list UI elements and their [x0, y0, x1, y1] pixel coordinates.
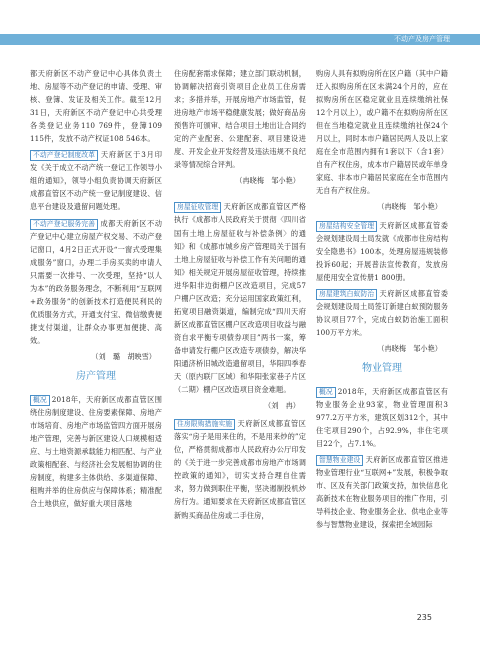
section-title: 物业管理 — [362, 362, 402, 374]
paragraph-text: 2018年，天府新区成都直管区围绕住房制度建设、住房要素保障、房地产市场培育、房地产市场监管四方面开展房地产管理，完善与新区建设人口规模相适应、与土地资源承载能力相匹配、与产业政策相配套、与经济社会发展相协调的住房制度，构建多主体供给、多渠道保障、租购并举的住房供应与保障体系；精准配合土地供应，做好重大项目落地 — [30, 395, 162, 509]
paragraph — [174, 417, 306, 521]
author-signature: （冉晓梅 邹小艳） — [377, 343, 442, 353]
column-3 — [316, 67, 448, 535]
paragraph — [316, 287, 448, 339]
paragraph: 住房配套需求保障；建立部门联动机制，协调解决招商引资项目企业员工住房需求；多措并举，开展房地产市场监管，促进房地产市场平稳健康发展；做好商品房预售许可颁审、结合项目土地出让合同约定的产业配套、公建配套、项目建设进度、开发企业开发经营及违法违规不良纪录等情况综合评判。 — [174, 69, 306, 170]
paragraph — [30, 393, 162, 510]
author-signature: （刘 冉） — [264, 401, 300, 411]
author-signature: （冉晓梅 邹小艳） — [235, 176, 300, 186]
paragraph-text: 天府新区成都直管区严格执行《成都市人民政府关于贯彻〈四川省国有土地上房屋征收与补偿条例〉的通知》和《成都市城乡房产管理局关于国有土地上房屋征收与补偿工作有关问题的通知》相关规定开展房屋征收管理，持续推进华阳非边街棚户区改造项目，完成57户棚户区改造；充分运用国家政策红利，拓宽项目融资渠道，编制完成“四川天府新区成都直管区棚户区改造项目收益与融资自求平衡专项债券项目”两书一案，筹备申请发行棚户区改造专项债券，解决华阳通济桥旧城改造遗留项目，华阳四季春天（原内联厂区域）和华阳张家巷子片区（二期）棚户区改造项目资金难题。 — [174, 202, 306, 395]
paragraph-text: 天府新区成都直管委会规划建设局土局发就《成都市住房结构安全隐患书》100本，处理房屋违规装修投诉60起；开展普法宣传教育，发放房屋使用安全宣传册1 800册。 — [316, 220, 448, 282]
column-2 — [174, 67, 306, 525]
paragraph-text: 2018年，天府新区成都直管区有物业服务企业93家，物业管理面积3 977.2万平方米，建筑区划312个，其中住宅项目290个，占92.9%，非住宅项目22个，占7.1%。 — [316, 386, 448, 449]
topic-tag: 房屋结构安全管理 — [316, 221, 377, 232]
paragraph — [316, 219, 448, 284]
paragraph — [30, 217, 162, 347]
header-title: 不动产及房产管理 — [394, 35, 450, 43]
column-1 — [30, 67, 162, 513]
topic-tag: 不动产登记服务完善 — [30, 219, 98, 230]
paragraph — [174, 200, 306, 396]
topic-tag: 住房限购措施实施 — [174, 419, 235, 430]
topic-tag: 概况 — [316, 387, 336, 398]
section-title: 房产管理 — [76, 371, 116, 383]
paragraph — [30, 148, 162, 213]
paragraph-text: 天府新区于3月印发《关于成立不动产统一登记工作领导小组的通知》，领导小组负责协调天府新区成都直管区不动产统一登记制度建设、信息平台建设及遗留问题处理。 — [30, 150, 162, 212]
paragraph-text: 天府新区成都直管区推进物业管理行业“互联网+”发展，积极争取市、区及有关部门政策支持，加快信息化高新技术在物业服务项目的推广作用，引导科技企业、物业服务企业、供电企业等参与智慧物业建设，探索把全域园际 — [316, 455, 448, 530]
paragraph: 购房人具有拟购房所在区户籍（其中户籍迁入拟购房所在区未满24个月的，应在拟购房所在区稳定就业且连续缴纳社保12个月以上），或户籍不在拟购房所在区但在当地稳定就业且连续缴纳社保24个月以上，同时本市户籍居民两人及以上家庭在全市范围内拥有1套以下（含1套）自有产权住房，成本市户籍居民或年单身家庭、非本市户籍居民家庭在全市范围内无自有产权住房。 — [316, 69, 448, 196]
author-signature: （刘 璐 胡映雪） — [91, 351, 156, 361]
topic-tag: 智慧物业建设 — [316, 455, 363, 466]
page-number: 235 — [416, 613, 432, 622]
author-signature: （冉晓梅 邹小艳） — [377, 202, 442, 212]
topic-tag: 概况 — [30, 395, 50, 406]
paragraph-text: 天府新区成都直管委会规划建设局土局签订新建白蚁预防服务协议项目77个，完成白蚁防治施工面积100万平方米。 — [316, 288, 448, 337]
topic-tag: 房屋征收管理 — [174, 202, 221, 213]
paragraph — [316, 453, 448, 531]
paragraph-text: 天府新区成都直管区落实“房子是用来住的，不是用来炒的”定位，严格贯彻成都市人民政府办公厅印发的《关于进一步完善成都市房地产市场调控政策的通知》，切实支持合理自住需求，努力做到职住平衡，坚决遏制投机炒房行为。通知要求在天府新区成都直管区新购买商品住房或二手住房， — [174, 419, 306, 520]
topic-tag: 不动产登记制度改革 — [30, 150, 98, 161]
paragraph: 都天府新区不动产登记中心具体负责土地、房屋等不动产登记的申请、受理、审核、登簿、发证及相关工作。截至12月31日，天府新区不动产登记中心共受理各类登记业务110 769件，登簿109 115件，发放不动产权证108 546本。 — [30, 69, 162, 144]
paragraph — [316, 385, 448, 450]
topic-tag: 房屋建筑白蚁防治 — [316, 289, 377, 300]
paragraph-text: 成都天府新区不动产登记中心建立房屋产权交易、不动产登记窗口，4月2日正式开设“一窗式受理集成服务”窗口，办理二手房买卖的申请人只需要一次排号、一次受理，坚持“以人为本”的政务服务理念，不断利用“互联网+政务服务”的创新技术打造便民利民的优质服务方式，开通支付宝、微信缴费便捷支付渠道，让群众办事更加便捷、高效。 — [30, 218, 162, 345]
